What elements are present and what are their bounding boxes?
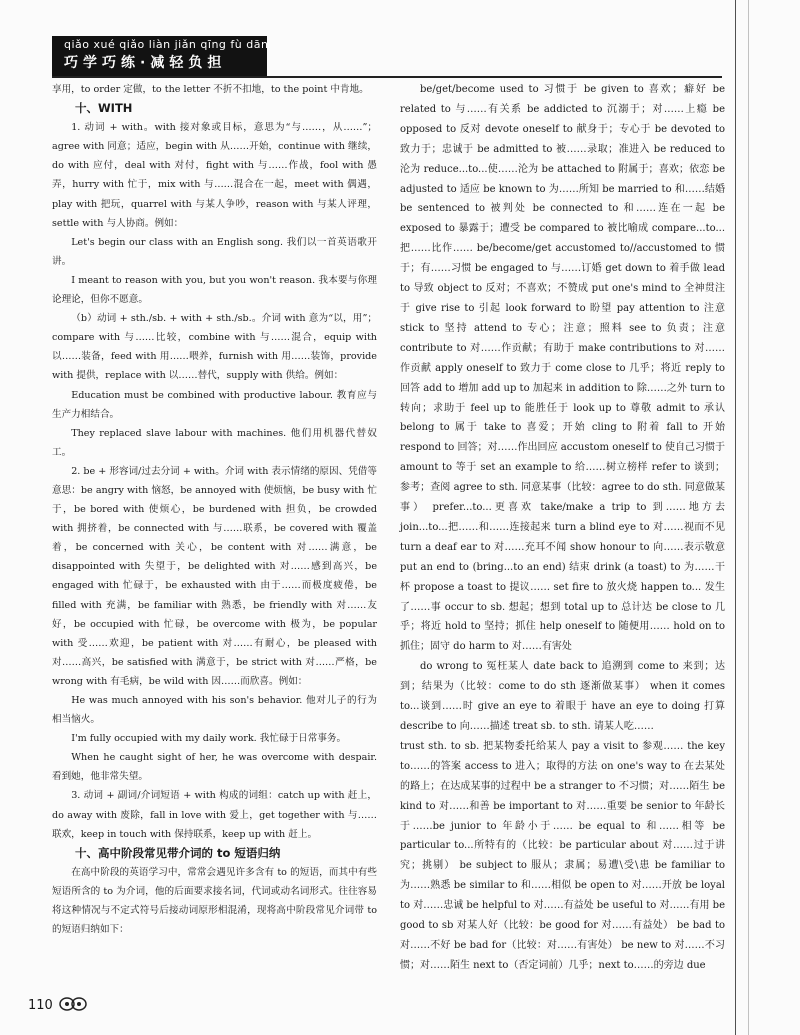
right-column	[400, 80, 725, 976]
paragraph: 在高中阶段的英语学习中，常常会遇见许多含有 to 的短语，而其中有些短语所含的 to 为介词，他的后面要求接名词，代词或动名词形式。往往容易将这种情况与不定式符号后接动词原形相混淆，现将高中阶段常见介词带 to 的短语归纳如下：	[52, 866, 377, 936]
paragraph: Let's begin our class with an English song. 我们以一首英语歌开讲。	[52, 236, 377, 267]
paragraph: Education must be combined with productive labour. 教育应与生产力相结合。	[52, 389, 377, 420]
paragraph: （b）动词 + sth./sb. + with + sth./sb.。介词 with 意为“以，用”；compare with 与……比较，combine with 与……混合，equip with 以……装备，feed with 用……喂养，furnish with 用……装饰，provide with 提供，replace with 以……替代，supply with 供给。例如：	[52, 313, 377, 382]
paragraph: 2. be + 形容词/过去分词 + with。介词 with 表示情绪的原因、凭借等意思：be angry with 恼怒，be annoyed with 使烦恼，be busy with 忙于，be bored with 使烦心，be burdened with 担负，be crowded with 拥挤着，be connected with 与……联系，be covered with 覆盖着，be concerned with 关心，be content with 对……满意，be disappointed with 失望于，be delighted with 对……感到高兴，be engaged with 忙碌于，be exhausted with 由于……而极度疲倦，be filled with 充满，be familiar with 熟悉，be friendly with 对……友好，be occupied with 忙碌，be overcome with 极为，be popular with 受……欢迎，be patient with 对……有耐心，be pleased with 对……高兴，be satisfied with 满意于，be strict with 对……严格，be wrong with 有毛病，be wild with 因……而欣喜。例如：	[52, 465, 377, 687]
header-pinyin: qiǎo xué qiǎo liàn jiǎn qīng fù dān	[64, 38, 269, 51]
page-edge-line-outer	[748, 0, 749, 1035]
paragraph: They replaced slave labour with machines. 他们用机器代替奴工。	[52, 427, 377, 458]
paragraph: do wrong to 冤枉某人 date back to 追溯到 come to 来到；达到；结果为（比较：come to do sth 逐渐做某事） when it comes to...谈到……时 give an eye to 着眼于 have an eye to doing 打算 describe to 向……描述 treat sb. to sth. 请某人吃……	[400, 661, 725, 732]
paragraph: 3. 动词 + 副词/介词短语 + with 构成的词组：catch up with 赶上，do away with 废除，fall in love with 爱上，get together with 与……联欢，keep in touch with 保持联系，keep up with 赶上。	[52, 790, 377, 840]
paragraph: I'm fully occupied with my daily work. 我忙碌于日常事务。	[71, 733, 347, 745]
section-heading: 十、WITH	[75, 101, 133, 116]
paragraph: be/get/become used to 习惯于 be given to 喜欢；癖好 be related to 与……有关系 be addicted to 沉溺于；对……上瘾 be opposed to 反对 devote oneself to 献身于；专心于 be devoted to 致力于；忠诚于 be admitted to 被……录取；准进入 be reduced to 沦为 reduce...to...使……沦为 be attached to 附属于；喜欢；依恋 be adjusted to 适应 be known to 为……所知 be married to 和……结婚 be sentenced to 被判处 be connected to 和……连在一起 be exposed to 暴露于；遭受 be compared to 被比喻成 compare...to...把……比作…… be/become/get accustomed to//accustomed to 惯于；有……习惯 be engaged to 与……订婚 get down to 着手做 lead to 导致 object to 反对；不喜欢；不赞成 put one's mind to 全神贯注于 give rise to 引起 look forward to 盼望 pay attention to 注意 stick to 坚持 attend to 专心；注意；照料 see to 负责；注意 contribute to 对……作贡献；有助于 make contributions to 对……作贡献 apply oneself to 致力于 come close to 几乎；将近 reply to 回答 add to 增加 add up to 加起来 in addition to 除……之外 turn to 转向；求助于 feel up to 能胜任于 look up to 尊敬 admit to 承认 belong to 属于 take to 喜爱；开始 cling to 附着 fall to 开始 respond to 回答；对……作出回应 accustom oneself to 使自己习惯于 amount to 等于 set an example to 给……树立榜样 refer to 谈到；参考；查阅 agree to sth. 同意某事（比较：agree to do sth. 同意做某事） prefer...to...更喜欢 take/make a trip to 到……地方去 join...to...把……和……连接起来 turn a blind eye to 对……视而不见 turn a deaf ear to 对……充耳不闻 show honour to 向……表示敬意 put an end to (bring...to an end) 结束 drink (a toast) to 为……干杯 propose a toast to 提议…… set fire to 放火烧 happen to... 发生了……事 occur to sb. 想起；想到 total up to 总计达 be close to 几乎；将近 hold to 坚持；抓住 help oneself to 随便用…… hold on to 抓住；固守 do harm to 对……有害处	[400, 84, 725, 653]
page-number: 110	[28, 998, 53, 1013]
section-heading: 十、高中阶段常见带介词的 to 短语归纳	[75, 845, 281, 860]
left-column	[52, 80, 377, 939]
header-title: 巧学巧练·减轻负担	[64, 55, 227, 71]
paragraph: He was much annoyed with his son's behavior. 他对儿子的行为相当恼火。	[52, 695, 377, 726]
paragraph: 1. 动词 + with。with 接对象或目标，意思为“与……，从……”；agree with 同意；适应，begin with 从……开始，continue with 继续，do with 应付，deal with 对付，fight with 与……作战，fool with 愚弄，hurry with 忙于，mix with 与……混合在一起，meet with 偶遇，play with 把玩，quarrel with 与某人争吵，reason with 与某人评理，settle with 与人协商。例如：	[52, 122, 377, 229]
paragraph: When he caught sight of her, he was overcome with despair. 看到她，他非常失望。	[52, 752, 377, 783]
header-divider	[52, 76, 722, 78]
paragraph: trust sth. to sb. 把某物委托给某人 pay a visit to 参观…… the key to……的答案 access to 进入；取得的方法 on one's way to 在去某处的路上；在达成某事的过程中 be a stranger to 不习惯；对……陌生 be kind to 对……和善 be important to 对……重要 be senior to 年龄长于……be junior to 年龄小于…… be equal to 和……相等 be particular to...所特有的（比较：be particular about 对……过于讲究；挑剔） be subject to 服从；隶属；易遭\受\患 be familiar to 为……熟悉 be similar to 和……相似 be open to 对……开放 be loyal to 对……忠诚 be helpful to 对……有益处 be useful to 对……有用 be good to sb 对某人好（比较：be good for 对……有益处） be bad to 对……不好 be bad for（比较：对……有害处） be new to 对……不习惯；对……陌生 next to（否定词前）几乎；next to……的旁边 due	[400, 740, 725, 971]
paragraph: 享用，to order 定做，to the letter 不折不扣地，to the point 中肯地。	[52, 84, 369, 95]
publisher-logo-icon	[58, 995, 88, 1011]
page-edge-line	[735, 0, 736, 1035]
running-header	[52, 36, 267, 76]
paragraph: I meant to reason with you, but you won't reason. 我本要与你理论理论，但你不愿意。	[52, 274, 377, 306]
